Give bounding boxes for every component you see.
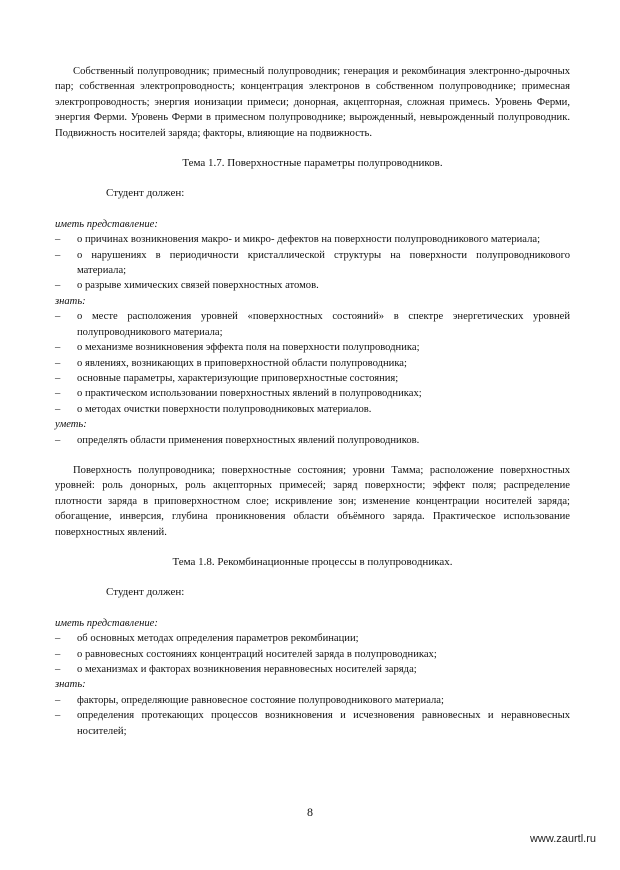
list-item: – о разрыве химических связей поверхностных атомов. [55, 278, 570, 293]
list-item: – о равновесных состояниях концентраций носителей заряда в полупроводниках; [55, 647, 570, 662]
site-watermark: www.zaurtl.ru [529, 833, 596, 845]
represent-label: иметь представление: [55, 617, 158, 629]
document-body [55, 64, 570, 739]
able-list [55, 433, 570, 448]
topic-1-7-paragraph: Поверхность полупроводника; поверхностные состояния; уровни Тамма; расположение поверхностных уровней: роль донорных, роль акцепторных примесей; заряд поверхности; эффект поля; распределение плотности заряда в приповерхностном слое; искривление зон; изменение концентрации носителей заряда; обогащение, инверсия, глубина проникновения области объёмного заряда. Практическое использование поверхностных явлений. [55, 464, 570, 538]
intro-paragraph: Собственный полупроводник; примесный полупроводник; генерация и рекомбинация электронно-дырочных пар; собственная электропроводность; концентрация электронов в собственном полупроводнике; примесная электропроводность; энергия ионизации примеси; донорная, акцепторная, сложная примесь. Уровень Ферми, энергия Ферми. Уровень Ферми в примесном полупроводнике; вырожденный, невырожденный полупроводник. Подвижность носителей заряда; факторы, влияющие на подвижность. [55, 66, 570, 139]
list-item: – о нарушениях в периодичности кристаллической структуры на поверхности полупроводникового материала; [55, 248, 570, 279]
know-label: знать: [55, 679, 86, 691]
list-item: – определять области применения поверхностных явлений полупроводников. [55, 433, 570, 448]
list-item: – о механизме возникновения эффекта поля на поверхности полупроводника; [55, 340, 570, 355]
list-item: – факторы, определяющие равновесное состояние полупроводникового материала; [55, 693, 570, 708]
able-label: уметь: [55, 419, 87, 431]
student-must-label: Студент должен: [106, 187, 185, 200]
spacer [55, 448, 570, 463]
list-item: – о практическом использовании поверхностных явлений в полупроводниках; [55, 386, 570, 401]
list-item: – о явлениях, возникающих в приповерхностной области полупроводника; [55, 356, 570, 371]
topic-1-7-heading: Тема 1.7. Поверхностные параметры полупроводников. [182, 157, 443, 170]
represent-list [55, 232, 570, 294]
know-label: знать: [55, 295, 86, 307]
page-number: 8 [307, 805, 313, 819]
list-item: – о методах очистки поверхности полупроводниковых материалов. [55, 402, 570, 417]
list-item: – основные параметры, характеризующие приповерхностные состояния; [55, 371, 570, 386]
list-item: – о месте расположения уровней «поверхностных состояний» в спектре энергетических уровней полупроводникового материала; [55, 309, 570, 340]
student-must-label: Студент должен: [106, 586, 185, 599]
list-item: – о механизмах и факторах возникновения неравновесных носителей заряда; [55, 662, 570, 677]
know-list [55, 309, 570, 417]
topic-1-8-heading: Тема 1.8. Рекомбинационные процессы в полупроводниках. [172, 555, 453, 568]
list-item: – об основных методах определения параметров рекомбинации; [55, 631, 570, 646]
list-item: – о причинах возникновения макро- и микро- дефектов на поверхности полупроводникового материала; [55, 232, 570, 247]
represent-label: иметь представление: [55, 218, 158, 230]
list-item: – определения протекающих процессов возникновения и исчезновения равновесных и неравновесных носителей; [55, 708, 570, 739]
represent-list [55, 631, 570, 677]
know-list [55, 693, 570, 739]
